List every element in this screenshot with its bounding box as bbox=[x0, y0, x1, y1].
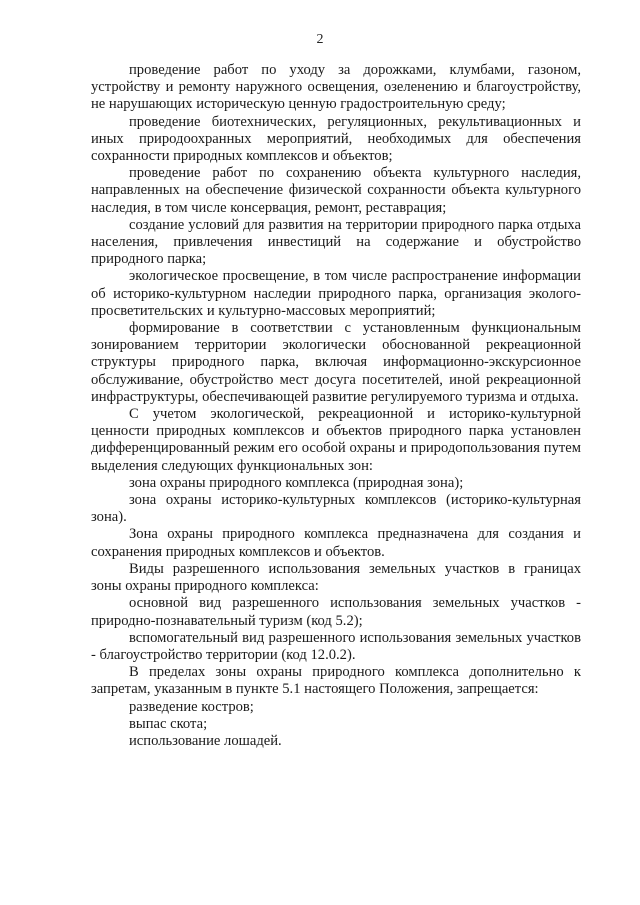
paragraph-recreational-structure: формирование в соответствии с установленным функциональным зонированием территории экологически обоснованной рекреационной структуры природного парка, включая информационно-экскурсионное обслуживание, обустройство мест досуга посетителей, иной рекреационной инфраструктуры, обеспечивающей развитие регулируемого туризма и отдыха. bbox=[91, 320, 581, 405]
document-body bbox=[91, 62, 581, 750]
paragraph-grounds-maintenance: проведение работ по уходу за дорожками, клумбами, газоном, устройству и ремонту наружного освещения, озеленению и благоустройству, не нарушающих историческую ценную градостроительную среду; bbox=[91, 62, 581, 113]
paragraph-natural-zone: зона охраны природного комплекса (природная зона); bbox=[129, 474, 464, 491]
paragraph-permitted-uses-heading: Виды разрешенного использования земельных участков в границах зоны охраны природного комплекса: bbox=[91, 560, 581, 595]
paragraph-biotechnical-measures: проведение биотехнических, регуляционных, рекультивационных и иных природоохранных мероприятий, необходимых для обеспечения сохранности природных комплексов и объектов; bbox=[91, 113, 581, 165]
paragraph-ecological-education: экологическое просвещение, в том числе распространение информации об историко-культурном наследии природного парка, организация эколого-просветительских и культурно-массовых мероприятий; bbox=[91, 268, 581, 319]
paragraph-recreation-conditions: создание условий для развития на территории природного парка отдыха населения, привлечения инвестиций на содержание и обустройство природного парка; bbox=[91, 216, 581, 268]
paragraph-prohibitions-intro: В пределах зоны охраны природного комплекса дополнительно к запретам, указанным в пункте 5.1 настоящего Положения, запрещается: bbox=[91, 664, 581, 698]
list-item-no-horses: использование лошадей. bbox=[129, 732, 282, 749]
paragraph-natural-zone-purpose: Зона охраны природного комплекса предназначена для создания и сохранения природных комплексов и объектов. bbox=[91, 526, 581, 560]
list-item-no-grazing: выпас скота; bbox=[129, 715, 208, 732]
paragraph-auxiliary-use: вспомогательный вид разрешенного использования земельных участков - благоустройство территории (код 12.0.2). bbox=[91, 629, 581, 663]
paragraph-historical-cultural-zone: зона охраны историко-культурных комплексов (историко-культурная зона). bbox=[91, 492, 581, 526]
page-number: 2 bbox=[316, 32, 324, 47]
list-item-no-bonfires: разведение костров; bbox=[129, 698, 254, 715]
paragraph-heritage-preservation: проведение работ по сохранению объекта культурного наследия, направленных на обеспечение физической сохранности объекта культурного наследия, в том числе консервация, ремонт, реставрация; bbox=[91, 165, 581, 216]
paragraph-functional-zones-intro: С учетом экологической, рекреационной и историко-культурной ценности природных комплексов и объектов природного парка установлен дифференцированный режим его особой охраны и природопользования путем выделения следующих функциональных зон: bbox=[91, 406, 581, 474]
paragraph-primary-use: основной вид разрешенного использования земельных участков - природно-познавательный туризм (код 5.2); bbox=[91, 595, 581, 629]
